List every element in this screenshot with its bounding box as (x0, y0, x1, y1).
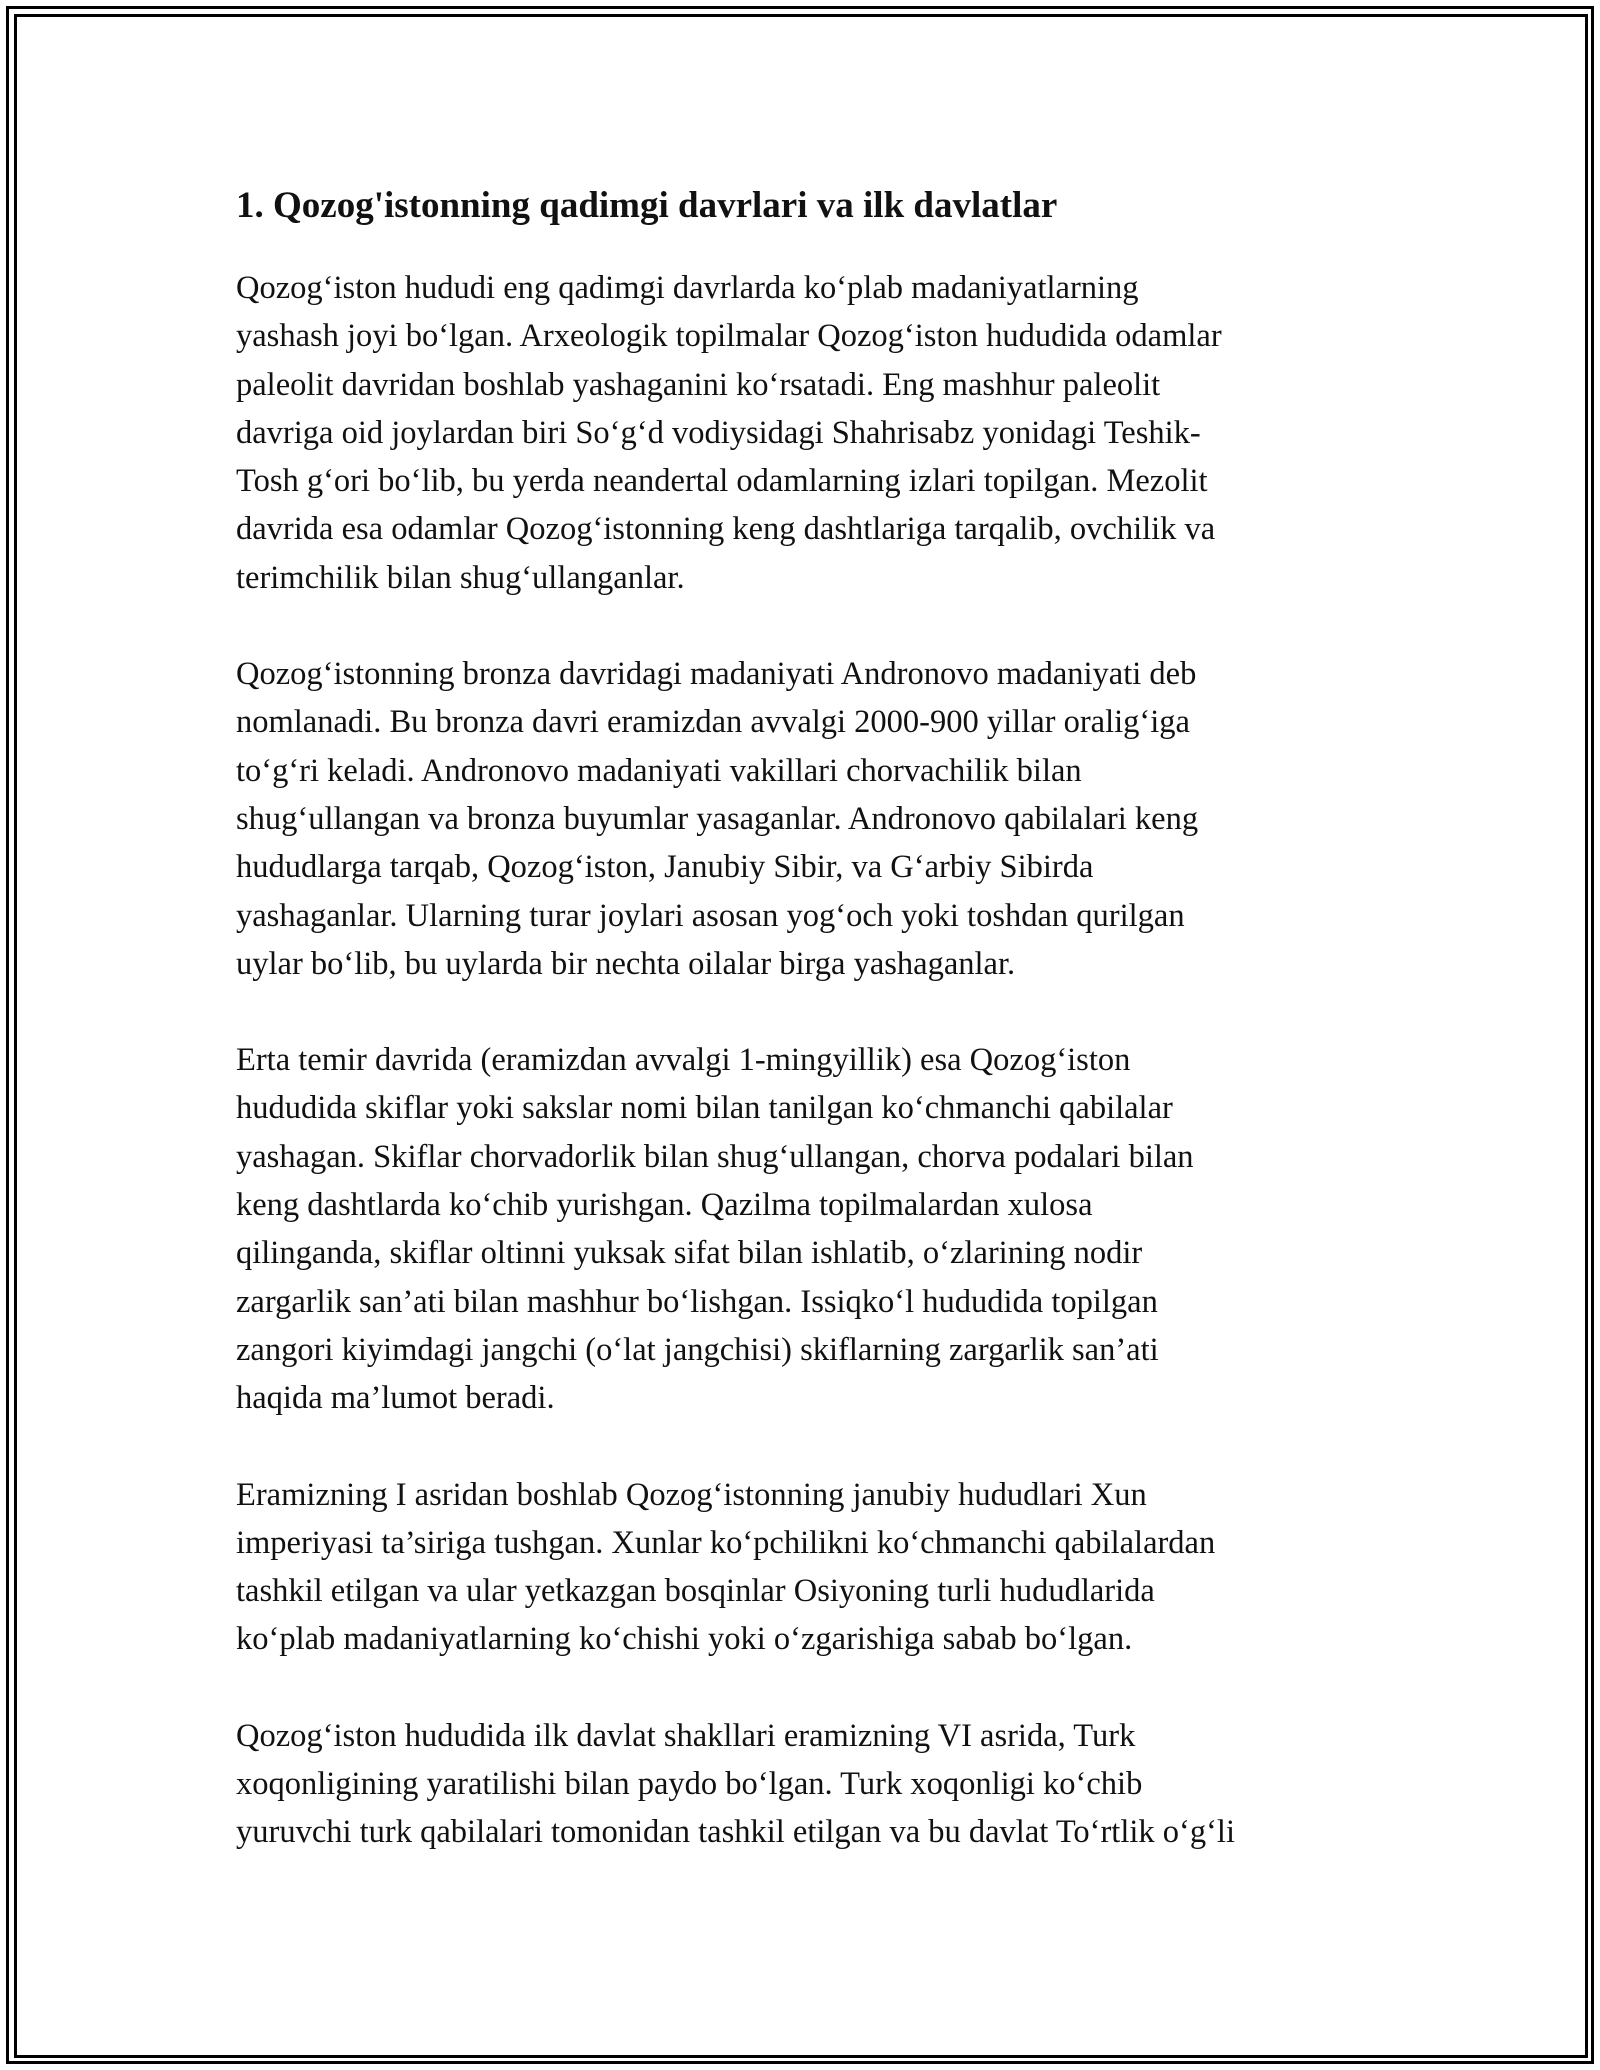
paragraph-iron-age: Erta temir davrida (eramizdan avvalgi 1-mingyillik) esa Qozog‘iston hududida skiflar yoki sakslar nomi bilan tanilgan ko‘chmanchi qabilalar yashagan. Skiflar chorvadorlik bilan shug‘ullangan, chorva podalari bilan keng dashtlarda ko‘chib yurishgan. Qazilma topilmalardan xulosa qilinganda, skiflar oltinni yuksak sifat bilan ishlatib, o‘zlarining nodir zargarlik san’ati bilan mashhur bo‘lishgan. Issiqko‘l hududida topilgan zangori kiyimdagi jangchi (o‘lat jangchisi) skiflarning zargarlik san’ati haqida ma’lumot beradi. (236, 1042, 1194, 1417)
paragraph-turk-khaganate: Qozog‘iston hududida ilk davlat shakllari eramizning VI asrida, Turk xoqonligining yaratilishi bilan paydo bo‘lgan. Turk xoqonligi ko‘chib yuruvchi turk qabilalari tomonidan tashkil etilgan va bu davlat To‘rtlik o‘g‘li (236, 1717, 1235, 1851)
paragraph-xun-empire: Eramizning I asridan boshlab Qozog‘istonning janubiy hududlari Xun imperiyasi ta’siriga tushgan. Xunlar ko‘pchilikni ko‘chmanchi qabilalardan tashkil etilgan va ular yetkazgan bosqinlar Osiyoning turli hududlarida ko‘plab madaniyatlarning ko‘chishi yoki o‘zgarishiga sabab bo‘lgan. (236, 1476, 1216, 1658)
document-body (236, 178, 1376, 1905)
paragraph-paleolithic: Qozog‘iston hududi eng qadimgi davrlarda ko‘plab madaniyatlarning yashash joyi bo‘lgan. Arxeologik topilmalar Qozog‘iston hududida odamlar paleolit davridan boshlab yashaganini ko‘rsatadi. Eng mashhur paleolit davriga oid joylardan biri So‘g‘d vodiysidagi Shahrisabz yonidagi Teshik- Tosh g‘ori bo‘lib, bu yerda neandertal odamlarning izlari topilgan. Mezolit davrida esa odamlar Qozog‘istonning keng dashtlariga tarqalib, ovchilik va terimchilik bilan shug‘ullanganlar. (236, 270, 1222, 596)
section-heading: 1. Qozog'istonning qadimgi davrlari va ilk davlatlar (236, 185, 1058, 226)
paragraph-bronze-age: Qozog‘istonning bronza davridagi madaniyati Andronovo madaniyati deb nomlanadi. Bu bronza davri eramizdan avvalgi 2000-900 yillar oralig‘iga to‘g‘ri keladi. Andronovo madaniyati vakillari chorvachilik bilan shug‘ullangan va bronza buyumlar yasaganlar. Andronovo qabilalari keng hududlarga tarqab, Qozog‘iston, Janubiy Sibir, va G‘arbiy Sibirda yashaganlar. Ularning turar joylari asosan yog‘och yoki toshdan qurilgan uylar bo‘lib, bu uylarda bir nechta oilalar birga yashaganlar. (236, 656, 1199, 982)
